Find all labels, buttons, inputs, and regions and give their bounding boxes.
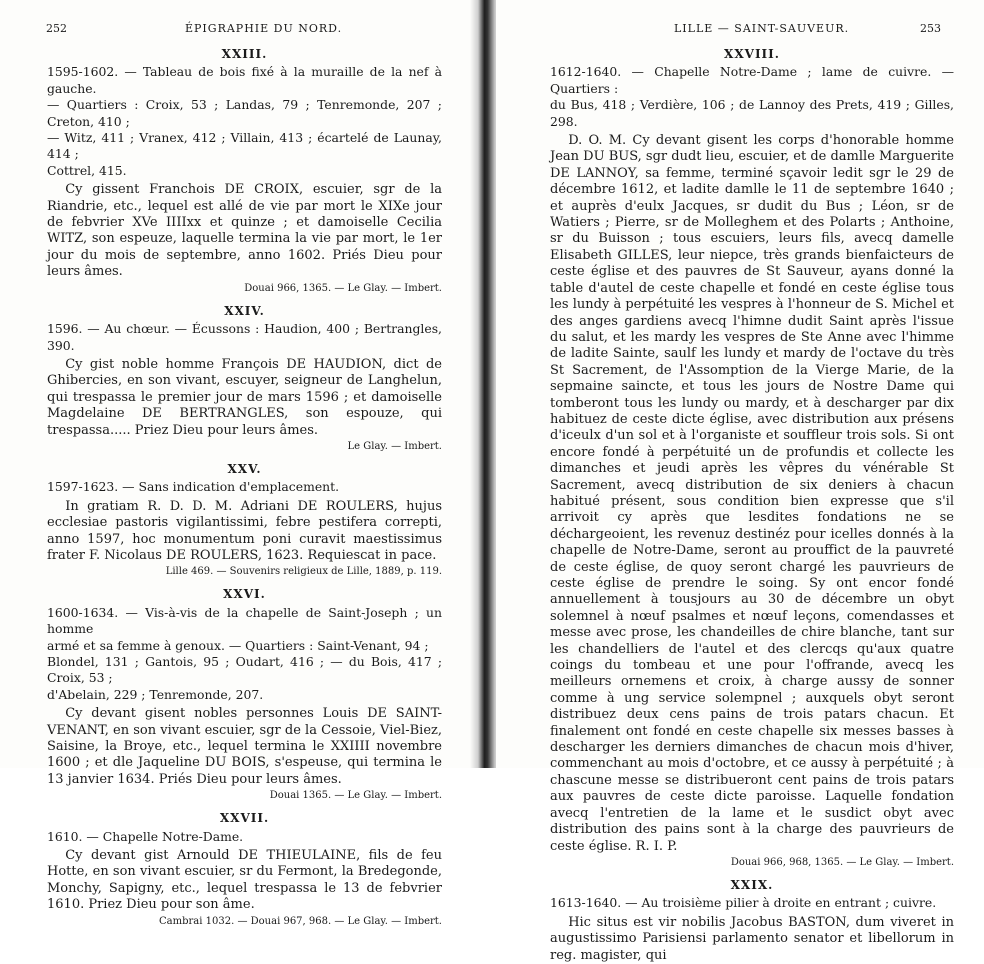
entry-header-line: du Bus, 418 ; Verdière, 106 ; de Lannoy des Prets, 419 ; Gilles, 298. <box>550 97 954 129</box>
left-page <box>0 0 476 927</box>
entry-source: Lille 469. — Souvenirs religieux de Lille, 1889, p. 119. <box>165 566 442 578</box>
running-head: LILLE — SAINT-SAUVEUR. <box>674 22 850 35</box>
entry-source: Douai 966, 968, 1365. — Le Glay. — Imbert. <box>730 856 954 868</box>
entry-heading: XXVII. <box>219 811 270 826</box>
text-column <box>550 46 954 964</box>
entry-header-line: 1600-1634. — Vis-à-vis de la chapelle de Saint-Joseph ; un homme <box>47 604 442 637</box>
entry-header-line: 1595-1602. — Tableau de bois fixé à la muraille de la nef à gauche. <box>47 64 442 96</box>
entry-source: Douai 966, 1365. — Le Glay. — Imbert. <box>244 282 442 294</box>
entry-body: Hic situs est vir nobilis Jacobus BASTON, dum viveret in augustissimo Parisiensi parlamento senator et libellorum in reg. magister, qui <box>550 914 954 963</box>
entry-header-line: 1613-1640. — Au troisième pilier à droite en entrant ; cuivre. <box>550 895 937 911</box>
entry-header-line: 1596. — Au chœur. — Écussons : Haudion, 400 ; Bertrangles, 390. <box>47 321 442 353</box>
entry-header-line: d'Abelain, 229 ; Tenremonde, 207. <box>47 686 264 702</box>
entry-heading: XXIV. <box>224 303 265 318</box>
entry-source: Cambrai 1032. — Douai 967, 968. — Le Glay. — Imbert. <box>159 915 442 927</box>
entry-header-line: 1597-1623. — Sans indication d'emplacement. <box>47 479 340 495</box>
page-number: 253 <box>920 22 941 35</box>
entry-header-line: Cottrel, 415. <box>47 162 127 178</box>
entry-heading: XXV. <box>227 461 262 476</box>
right-page <box>496 0 984 963</box>
entry-body: Cy gist noble homme François DE HAUDION, dict de Ghibercies, en son vivant, escuyer, seigneur de Langhelun, qui trespassa le premier jour de mars 1596 ; et damoiselle Magdelaine DE BERTRANGLES, son espouze, qui trespassa..... Priez Dieu pour leurs âmes. <box>47 356 442 438</box>
entry-header-line: — Quartiers : Croix, 53 ; Landas, 79 ; Tenremonde, 207 ; Creton, 410 ; <box>47 97 442 129</box>
entry-heading: XXVI. <box>223 587 266 602</box>
entry-header-line: Blondel, 131 ; Gantois, 95 ; Oudart, 416 ; — du Bois, 417 ; Croix, 53 ; <box>47 654 442 686</box>
entry-heading: XXIX. <box>730 877 774 892</box>
entry-body: In gratiam R. D. D. M. Adriani DE ROULERS, hujus ecclesiae pastoris vigilantissimi, febre pestifera correpti, anno 1597, hoc monumentum poni curavit maestissimus frater F. Nicolaus DE ROULERS, 1623. Requiescat in pace. <box>47 498 442 563</box>
entry-source: Le Glay. — Imbert. <box>347 440 442 452</box>
entry-header-line: — Witz, 411 ; Vranex, 412 ; Villain, 413 ; écartelé de Launay, 414 ; <box>47 130 442 162</box>
entry-heading: XXVIII. <box>724 47 780 61</box>
entry-source: Douai 1365. — Le Glay. — Imbert. <box>269 790 442 802</box>
running-head: ÉPIGRAPHIE DU NORD. <box>185 22 343 35</box>
entry-body: Cy devant gisent nobles personnes Louis DE SAINT-VENANT, en son vivant escuier, sgr de la Cessoie, Viel-Biez, Saisine, la Broye, etc., lequel termina le XXIIII novembre 1600 ; et dle Jaqueline DU BOIS, s'espeuse, qui termina le 13 janvier 1634. Priés Dieu pour leurs âmes. <box>47 706 442 787</box>
entry-header-line: 1610. — Chapelle Notre-Dame. <box>47 828 244 844</box>
entry-header-line: 1612-1640. — Chapelle Notre-Dame ; lame de cuivre. — Quartiers : <box>550 64 954 96</box>
entry-body: D. O. M. Cy devant gisent les corps d'honorable homme Jean DU BUS, sgr dudt lieu, escuier, et de damlle Marguerite DE LANNOY, sa femme, terminé sçavoir ledit sgr le 29 de décembre 1612, et ladite damlle le 11 de septembre 1640 ; et auprès d'eulx Jacques, sr dudit du Bus ; Léon, sr de Watiers ; Pierre, sr de Molleghem et des Polarts ; Anthoine, sr du Buisson ; tous escuiers, leurs fils, avecq damelle Elisabeth GILLES, leur niepce, très grands bienfaicteurs de ceste église et des pauvres de St Sauveur, ayans donné la table d'autel de ceste chapelle et fondé en ceste église tous les lundy à perpétuité les vespres à l'honneur de S. Michel et des anges gardiens avecq l'himne dudit Saint après l'issue du salut, et les mardy les vespres de Ste Anne avec l'himme de ladite Sainte, saulf les lundy et mardy de l'octave du très St Sacrement, de l'Assomption de la Vierge Marie, de la sepmaine saincte, et tous les jours de Nostre Dame qui tomberont tous les lundy ou mardy, et à descharger par dix habituez de ceste dicte église, avec distribution aux présens d'iceulx d'un sol et à l'organiste et souffleur trois sols. Si ont encore fondé à perpétuité un de profundis et collecte les dimanches et jeudi après les vêpres du vénérable St Sacrement, avecq distribution de six deniers à chacun habitué présent, sous condition bien expresse que s'il arrivoit cy après que lesdites fondations ne se déchargeoient, les revenuz destinéz pour icelles donnés à la chapelle de Notre-Dame, seront au prouffict de la pauvreté de ceste église, de quoy seront chargé les pauvrieurs de ceste église de prendre le soing. Sy ont encor fondé annuellement à tousjours au 30 de décembre un obyt solemnel à nœuf psalmes et nœuf leçons, comendasses et messe avec prose, les chandeilles de chire blanche, tant sur les chandelliers de l'autel et des clercqs qu'aux quatre coings du tombeau et une pour l'offrande, avecq les meilleurs ornemens et croix, à charge aussy de sonner comme à ung service solempnel ; auxquels obyt seront distribuez deux cens pains de trois patars chacun. Et finalement ont fondé en ceste chapelle six messes basses à descharger les derniers dimanches de chacun mois d'hiver, commenchant au mois d'octobre, et ce aussy à perpétuité ; à chascune messe se distribueront cent pains de trois patars aux pauvres de ceste dicte paroisse. Laquelle fondation avecq l'entretien de la lame et le susdict obyt avec distribution des pains sont à la charge des pauvrieurs de ceste église. R. I. P. <box>550 133 954 854</box>
entry-body: Cy gissent Franchois DE CROIX, escuier, sgr de la Riandrie, etc., lequel est allé de vie par mort le XIXe jour de febvrier XVe IIIIxx et quinze ; et damoiselle Cecilia WITZ, son espeuze, laquelle termina la vie par mort, le 1er jour du mois de septembre, anno 1602. Priés Dieu pour leurs âmes. <box>47 182 442 280</box>
entry-heading: XXIII. <box>221 47 268 61</box>
text-column <box>47 46 442 929</box>
page-number: 252 <box>46 22 67 35</box>
entry-body: Cy devant gist Arnould DE THIEULAINE, fils de feu Hotte, en son vivant escuier, sr du Fermont, la Bredegonde, Monchy, Sapigny, etc., lequel trespassa le 13 de febvrier 1610. Priez Dieu pour son âme. <box>47 848 442 913</box>
entry-header-line: armé et sa femme à genoux. — Quartiers : Saint-Venant, 94 ; <box>47 637 429 653</box>
